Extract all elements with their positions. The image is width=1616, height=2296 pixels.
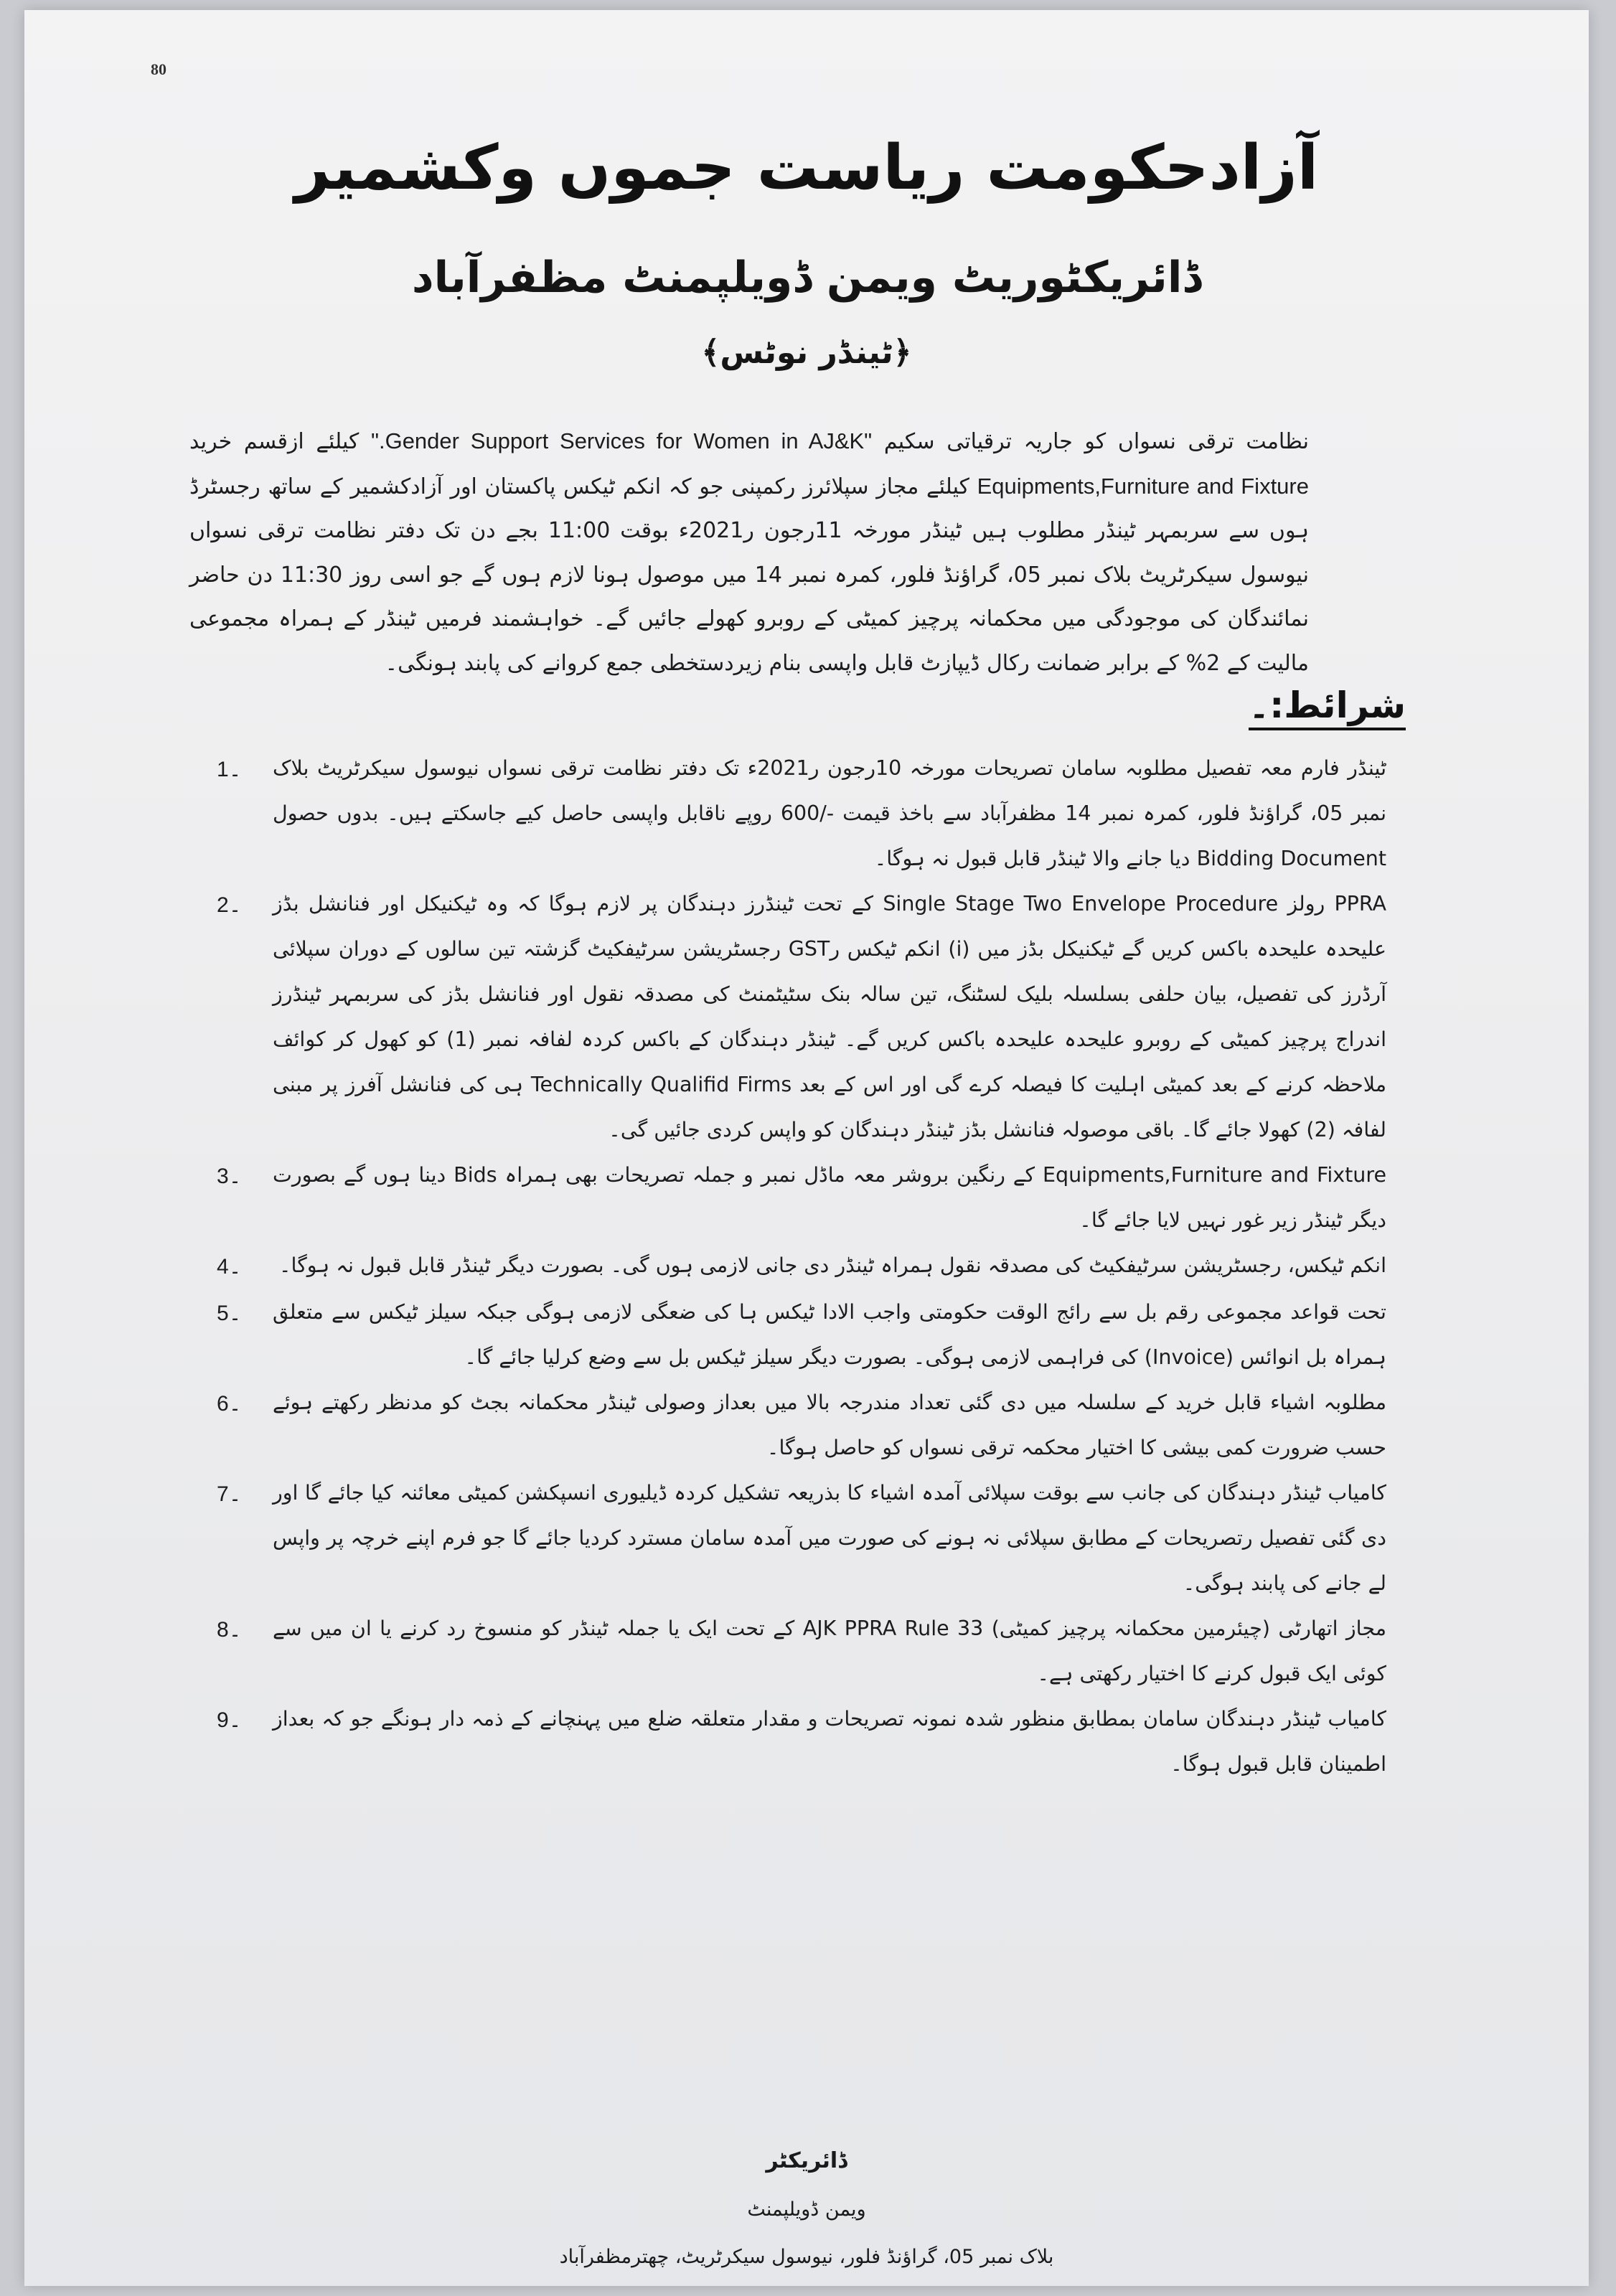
intro-text-1: نظامت ترقی نسواں کو جاریہ ترقیاتی سکیم xyxy=(872,429,1310,454)
condition-text: مجاز اتھارٹی (چیئرمین محکمانہ پرچیز کمیٹی) AJK PPRA Rule 33 کے تحت ایک یا جملہ ٹینڈر کو منسوخ رد کرنے یا ان میں سے کوئی ایک قبول کرنے کا اختیار رکھتی ہے۔ xyxy=(273,1617,1386,1685)
condition-item xyxy=(217,1470,1386,1606)
condition-item xyxy=(217,1243,1386,1289)
condition-number: 2۔ xyxy=(217,893,242,917)
condition-text: ٹینڈر فارم معہ تفصیل مطلوبہ سامان تصریحات مورخہ 10رجون ر2021ء تک دفتر نظامت ترقی نسواں نیوسول سیکرٹریٹ بلاک نمبر 05، گراؤنڈ فلور، کمرہ نمبر 14 مظفرآباد سے باخذ قیمت -/600 روپے ناقابل واپسی حاصل کیے جاسکتے ہیں۔ بدوں حصول Bidding Document دیا جانے والا ٹینڈر قابل قبول نہ ہوگا۔ xyxy=(273,756,1387,870)
signature-address: بلاک نمبر 05، گراؤنڈ فلور، نیوسول سیکرٹریٹ، چھترمظفرآباد xyxy=(559,2246,1054,2268)
condition-item xyxy=(217,1380,1386,1470)
conditions-list xyxy=(217,745,1386,1787)
condition-text: Equipments,Furniture and Fixture کے رنگین بروشر معہ ماڈل نمبر و جملہ تصریحات بھی ہمراہ Bids دینا ہوں گے بصورت دیگر ٹینڈر زیر غور نہیں لایا جائے گا۔ xyxy=(273,1163,1386,1232)
condition-number: 6۔ xyxy=(217,1392,242,1416)
condition-item xyxy=(217,1696,1386,1787)
condition-item xyxy=(217,1289,1386,1380)
condition-number: 1۔ xyxy=(217,758,242,781)
condition-text: کامیاب ٹینڈر دہندگان سامان بمطابق منظور شدہ نمونہ تصریحات و مقدار متعلقہ ضلع میں پہنچانے کے ذمہ دار ہونگے جو کہ بعداز اطمینان قابل قبول ہوگا۔ xyxy=(273,1707,1386,1776)
intro-text-2: کیلئے ازقسم خرید xyxy=(189,429,371,454)
items-english: Equipments,Furniture and Fixture xyxy=(977,473,1309,499)
condition-number: 4۔ xyxy=(217,1255,242,1279)
government-title: آزادحکومت ریاست جموں وکشمیر xyxy=(294,132,1319,204)
condition-item xyxy=(217,881,1386,1152)
condition-text: تحت قواعد مجموعی رقم بل سے رائج الوقت حکومتی واجب الادا ٹیکس ہا کی ضعگی لازمی ہوگی جبکہ سیلز ٹیکس سے متعلق ہمراہ بل انوائس (Invoice) کی فراہمی لازمی ہوگی۔ بصورت دیگر سیلز ٹیکس بل سے وضع کرلیا جائے گا۔ xyxy=(273,1300,1386,1369)
tender-notice-heading: ﴿ٹینڈر نوٹس﴾ xyxy=(701,334,912,371)
condition-text: کامیاب ٹینڈر دہندگان کی جانب سے بوقت سپلائی آمدہ اشیاء کا بذریعہ تشکیل کردہ ڈیلیوری انسپکشن کمیٹی معائنہ کیا جائے گا اور دی گئی تفصیل رتصریحات کے مطابق سپلائی نہ ہونے کی صورت میں آمدہ سامان مسترد کردیا جائے گا جو فرم اپنے خرچہ پر واپس لے جانے کی پابند ہوگی۔ xyxy=(273,1481,1386,1595)
conditions-heading-text: شرائط:۔ xyxy=(1249,684,1406,730)
conditions-heading xyxy=(1237,684,1406,726)
condition-number: 9۔ xyxy=(217,1708,242,1732)
scheme-name: "Gender Support Services for Women in AJ&K." xyxy=(370,428,873,453)
condition-number: 7۔ xyxy=(217,1482,242,1506)
signature-department: ویمن ڈویلپمنٹ xyxy=(747,2198,866,2221)
condition-text: مطلوبہ اشیاء قابل خرید کے سلسلہ میں دی گئی تعداد مندرجہ بالا میں بعداز وصولی ٹینڈر محکمانہ بجٹ کو مدنظر رکھتے ہوئے حسب ضرورت کمی بیشی کا اختیار محکمہ ترقی نسواں کو حاصل ہوگا۔ xyxy=(273,1391,1386,1459)
condition-item xyxy=(217,1152,1386,1243)
condition-text: PPRA رولز Single Stage Two Envelope Procedure کے تحت ٹینڈرز دہندگان پر لازم ہوگا کہ وہ ٹیکنیکل اور فنانشل بڈز علیحدہ علیحدہ باکس کریں گے ٹیکنیکل بڈز میں (i) انکم ٹیکس رGST رجسٹریشن سرٹیفکیٹ گزشتہ تین سالوں کے دوران سپلائی آرڈرز کی تفصیل، بیان حلفی بسلسلہ بلیک لسٹنگ، تین سالہ بنک سٹیٹمنٹ کی مصدقہ نقول اور فنانشل بڈز کی سربمہر ٹینڈرز اندراج پرچیز کمیٹی کے روبرو علیحدہ علیحدہ باکس کریں گے۔ ٹینڈر دہندگان کے باکس کردہ لفافہ نمبر (1) کو کھول کر کوائف ملاحظہ کرنے کے بعد کمیٹی اہلیت کا فیصلہ کرے گی اور اس کے بعد Technically Qualifid Firms ہی کی فنانشل آفرز پر مبنی لفافہ (2) کھولا جائے گا۔ باقی موصولہ فنانشل بڈز ٹینڈر دہندگان کو واپس کردی جائیں گی۔ xyxy=(273,892,1386,1142)
condition-number: 8۔ xyxy=(217,1618,242,1642)
condition-text: انکم ٹیکس، رجسٹریشن سرٹیفکیٹ کی مصدقہ نقول ہمراہ ٹینڈر دی جانی لازمی ہوں گی۔ بصورت دیگر ٹینڈر قابل قبول نہ ہوگا۔ xyxy=(278,1253,1386,1277)
condition-item xyxy=(217,745,1386,881)
directorate-title: ڈائریکٹوریٹ ویمن ڈویلپمنٹ مظفرآباد xyxy=(411,253,1202,303)
intro-text-3: کیلئے مجاز سپلائرز رکمپنی جو کہ انکم ٹیکس پاکستان اور آزادکشمیر کے ساتھ رجسٹرڈ ہوں سے سربمہر ٹینڈر مطلوب ہیں ٹینڈر مورخہ 11رجون ر2021ء بوقت 11:00 بجے دن تک دفتر نظامت ترقی نسواں نیوسول سیکرٹریٹ بلاک نمبر 05، گراؤنڈ فلور، کمرہ نمبر 14 میں موصول ہونا لازم ہوں گے جو اسی روز 11:30 دن حاضر نمائندگان کی موجودگی میں محکمانہ پرچیز کمیٹی کے روبرو کھولے جائیں گے۔ خواہشمند فرمیں ٹینڈر کے ہمراہ مجموعی مالیت کے 2% کے برابر ضمانت رکال ڈیپازٹ قابل واپسی بنام زیردستخطی جمع کروانے کی پابند ہونگی۔ xyxy=(189,474,1310,676)
intro-paragraph xyxy=(189,419,1309,685)
condition-number: 3۔ xyxy=(217,1165,242,1188)
condition-number: 5۔ xyxy=(217,1302,242,1325)
tender-notice-page xyxy=(24,10,1589,2286)
page-number: 80 xyxy=(151,60,166,78)
condition-item xyxy=(217,1606,1386,1696)
signature-designation: ڈائریکٹر xyxy=(766,2148,847,2173)
